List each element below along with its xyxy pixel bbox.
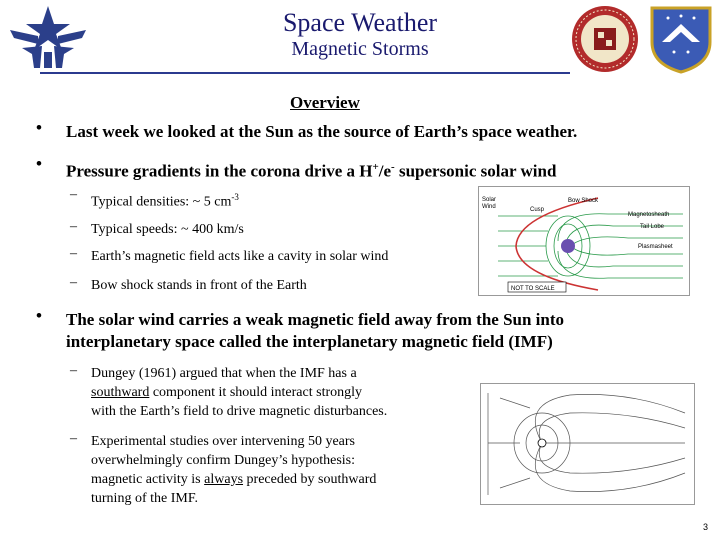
- label-tail-lobe: Tail Lobe: [640, 224, 665, 230]
- label-solar: Solar: [482, 197, 497, 203]
- dash-marker: –: [70, 363, 77, 378]
- reconnection-diagram: [480, 383, 695, 505]
- label-cusp: Cusp: [530, 207, 545, 213]
- bullet-imf-line1: The solar wind carries a weak magnetic field away from the Sun into: [66, 310, 565, 329]
- overview-heading: Overview: [290, 93, 360, 112]
- dash-marker: –: [70, 187, 77, 202]
- title-rule: [40, 72, 570, 74]
- page-number: 3: [702, 522, 708, 532]
- experimental-line4: turning of the IMF.: [91, 491, 198, 506]
- experimental-line1: Experimental studies over intervening 50 years: [91, 434, 355, 449]
- dash-marker: –: [70, 275, 77, 290]
- slide-subtitle: Magnetic Storms: [291, 38, 429, 60]
- label-wind: Wind: [482, 204, 496, 210]
- experimental-line3: [91, 470, 471, 489]
- always-underline: always: [204, 472, 244, 487]
- dungey-line2-text: component it should interact strongly: [149, 385, 363, 400]
- sub-typical-densities: [91, 188, 239, 212]
- experimental-line2: overwhelmingly confirm Dungey’s hypothesis:: [91, 453, 356, 468]
- sub-typical-speeds: Typical speeds: ~ 400 km/s: [91, 222, 244, 237]
- densities-text: Typical densities: ~ 5 cm: [91, 194, 232, 210]
- label-magnetosheath: Magnetosheath: [628, 212, 670, 218]
- dash-marker: –: [70, 219, 77, 234]
- label-plasmasheet: Plasmasheet: [638, 244, 673, 250]
- label-not-to-scale: NOT TO SCALE: [511, 286, 555, 292]
- sup-minus: -: [391, 161, 395, 173]
- dungey-line2: [91, 383, 481, 402]
- sub-dungey: [91, 364, 481, 421]
- reconnection-frame: [481, 384, 695, 505]
- bullet-imf-line2: interplanetary space called the interplanetary magnetic field (IMF): [66, 332, 553, 351]
- slide-title: Space Weather: [282, 8, 438, 37]
- earth-small-icon: [538, 439, 546, 447]
- earth-icon: [561, 239, 575, 253]
- sub-experimental: [91, 432, 471, 508]
- solar-wind-text: supersonic solar wind: [394, 161, 557, 181]
- sup-plus: +: [372, 161, 379, 173]
- dungey-line1: Dungey (1961) argued that when the IMF has a: [91, 366, 357, 381]
- experimental-line3-post: preceded by southward: [243, 472, 377, 487]
- experimental-line3-pre: magnetic activity is: [91, 472, 205, 487]
- southward-underline: southward: [91, 385, 150, 400]
- bullet-pressure-text: Pressure gradients in the corona drive a H: [66, 161, 373, 181]
- sub-cavity: Earth’s magnetic field acts like a cavity in solar wind: [91, 249, 389, 264]
- dungey-line3: with the Earth’s field to drive magnetic disturbances.: [91, 404, 388, 419]
- bullet-marker: •: [36, 118, 42, 137]
- label-bow-shock: Bow Shock: [568, 198, 599, 204]
- bullet-sun-source: Last week we looked at the Sun as the source of Earth’s space weather.: [66, 122, 578, 141]
- dash-marker: –: [70, 431, 77, 446]
- sub-bow-shock: Bow shock stands in front of the Earth: [91, 278, 307, 293]
- magnetosphere-diagram: [478, 186, 690, 296]
- dash-marker: –: [70, 246, 77, 261]
- bullet-marker: •: [36, 306, 42, 325]
- bullet-pressure-gradients: [66, 157, 556, 182]
- bullet-marker: •: [36, 154, 42, 173]
- slash-e: /e: [378, 161, 392, 181]
- densities-exponent: -3: [231, 192, 239, 202]
